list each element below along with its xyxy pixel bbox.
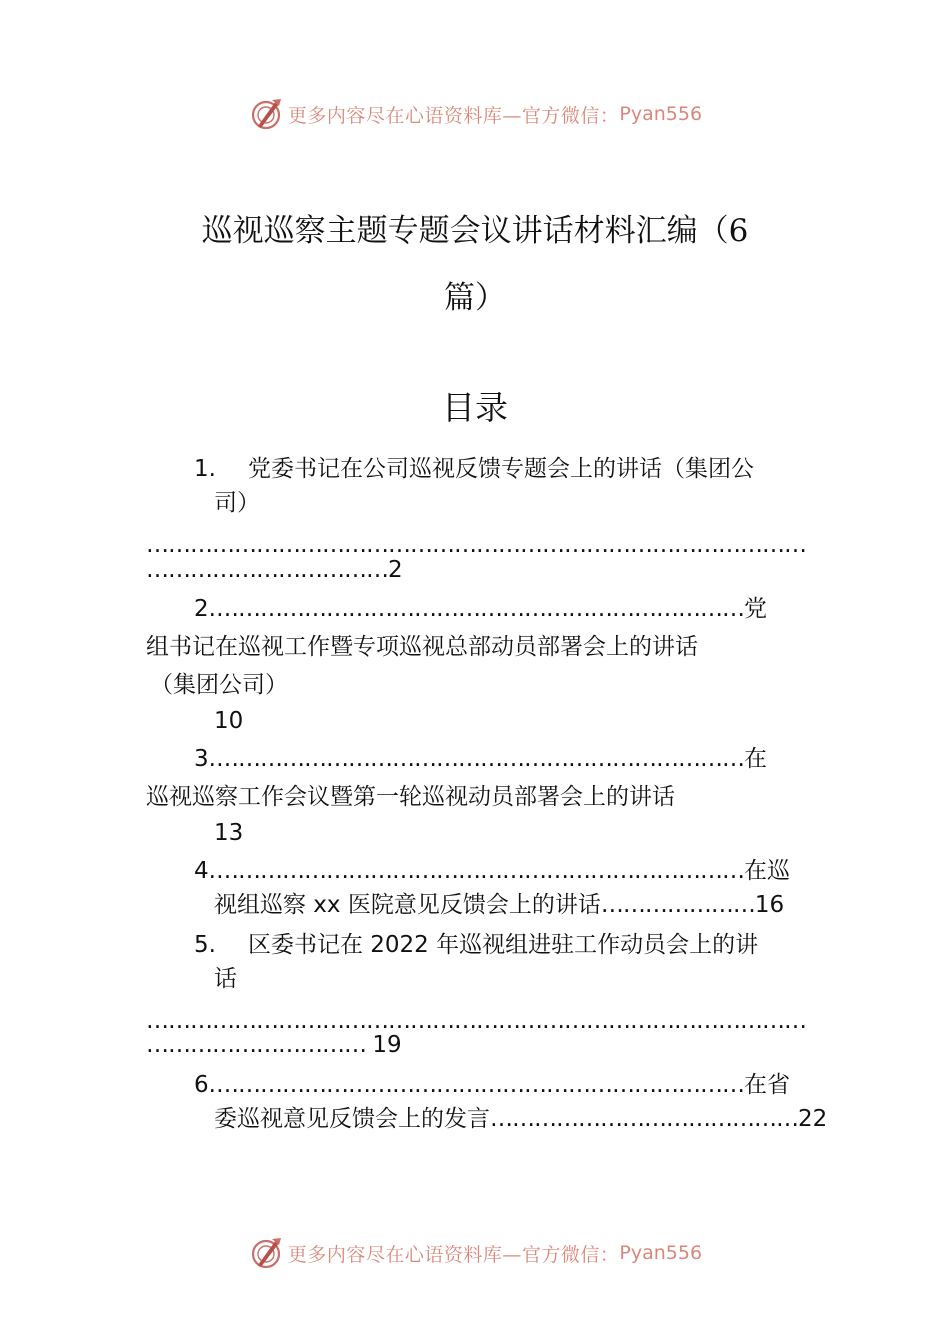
- toc-entry-title: 委巡视意见反馈会上的发言: [214, 1106, 490, 1132]
- toc-entry-number: 3.: [194, 746, 216, 772]
- toc-leader-dots: …………………: [600, 892, 755, 918]
- toc-leader-dots: ………………………………………………………………: [215, 1072, 744, 1098]
- toc-heading: 目录: [442, 388, 508, 427]
- toc-entry-title: 党委书记在公司巡视反馈专题会上的讲话（集团公: [247, 456, 754, 482]
- document-title: [100, 198, 850, 332]
- toc-entry-title: 在巡: [743, 858, 790, 884]
- toc-entry-6[interactable]: [194, 1070, 790, 1100]
- pen-logo-icon: [248, 1235, 284, 1271]
- footer-watermark: [0, 1233, 950, 1273]
- toc-entry-4-cont: [214, 890, 784, 920]
- toc-entry-1-page-line: ……………………………2: [146, 557, 403, 583]
- title-line-1: 巡视巡察主题专题会议讲话材料汇编（6: [201, 213, 749, 249]
- toc-entry-2[interactable]: [194, 594, 767, 624]
- toc-leader-dots: ………………………………………………………………………………: [146, 1008, 806, 1034]
- watermark-wechat-id: Pyan556: [619, 103, 703, 125]
- toc-entry-number: 4.: [194, 858, 216, 884]
- toc-entry-5-page-line: ………………………… 19: [146, 1032, 402, 1058]
- toc-entry-title: 在省: [743, 1072, 790, 1098]
- toc-entry-number: 6.: [194, 1072, 216, 1098]
- toc-entry-page: 22: [798, 1106, 828, 1132]
- pen-logo-icon: [248, 96, 284, 132]
- toc-entry-title: 在: [743, 746, 767, 772]
- toc-leader-dots: ………………………………………………………………: [215, 746, 744, 772]
- toc-entry-page: 19: [372, 1032, 402, 1058]
- toc-entry-5[interactable]: [194, 930, 758, 960]
- watermark-text: 更多内容尽在心语资料库—官方微信：: [287, 104, 620, 127]
- toc-leader-dots: ………………………………………………………………: [215, 858, 744, 884]
- toc-entry-3-cont: 巡视巡察工作会议暨第一轮巡视动员部署会上的讲话: [146, 784, 675, 810]
- header-watermark: [0, 94, 950, 134]
- toc-leader-dots: ……………………………………: [490, 1106, 798, 1132]
- toc-entry-number: 5.: [194, 932, 216, 958]
- watermark-wechat-id: Pyan556: [619, 1242, 703, 1264]
- toc-entry-number: 1.: [194, 456, 216, 482]
- toc-entry-number: 2.: [194, 596, 216, 622]
- toc-entry-2-cont: 组书记在巡视工作暨专项巡视总部动员部署会上的讲话: [146, 634, 698, 660]
- toc-entry-1[interactable]: [194, 454, 754, 484]
- watermark-text: 更多内容尽在心语资料库—官方微信：: [287, 1243, 620, 1266]
- toc-entry-title: 区委书记在 2022 年巡视组进驻工作动员会上的讲: [247, 932, 759, 958]
- toc-leader-dots: ………………………………………………………………………………: [146, 532, 806, 558]
- toc-entry-title: 党: [743, 596, 767, 622]
- toc-entry-5-cont: 话: [214, 966, 237, 992]
- toc-entry-page: 2: [388, 557, 403, 583]
- toc-entry-4[interactable]: [194, 856, 790, 886]
- toc-entry-3[interactable]: [194, 744, 767, 774]
- toc-entry-page: 16: [754, 892, 785, 918]
- title-line-2: 篇）: [444, 280, 506, 316]
- toc-entry-title: 视组巡察 xx 医院意见反馈会上的讲话: [214, 892, 601, 918]
- toc-leader-dots: ………………………………………………………………: [215, 596, 744, 622]
- toc-entry-1-cont: 司）: [214, 490, 260, 516]
- toc-entry-6-cont: [214, 1104, 827, 1134]
- toc-entry-page: 13: [214, 820, 244, 846]
- toc-entry-2-cont2: （集团公司）: [150, 672, 288, 698]
- toc-entry-page: 10: [214, 708, 244, 734]
